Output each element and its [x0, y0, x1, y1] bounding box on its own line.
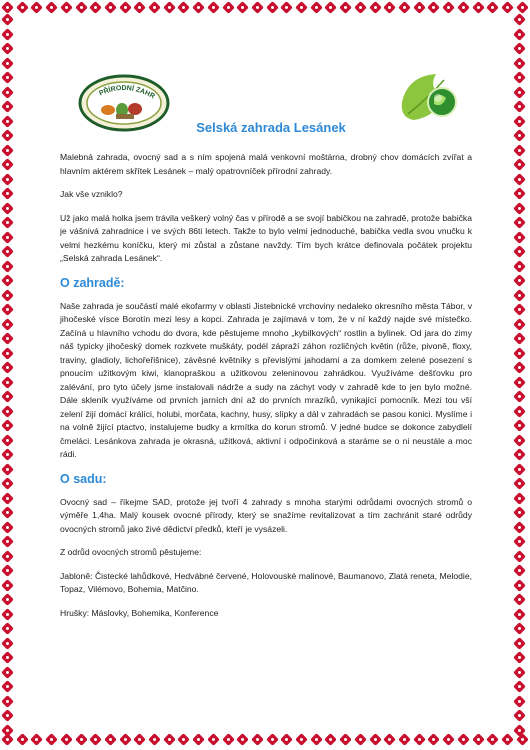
border-ornament [514, 710, 525, 721]
border-ornament [458, 734, 469, 745]
border-ornament [2, 174, 13, 185]
border-ornament [2, 580, 13, 591]
orchard-heading: O sadu: [60, 471, 107, 486]
border-ornament [252, 2, 263, 13]
border-ornament [31, 734, 42, 745]
pear-varieties: Hrušky: Máslovky, Bohemika, Konference [60, 607, 219, 618]
border-ornament [120, 2, 131, 13]
border-ornament [384, 734, 395, 745]
border-ornament [502, 2, 513, 13]
border-ornament [514, 696, 525, 707]
border-ornament [61, 2, 72, 13]
border-ornament [514, 449, 525, 460]
border-ornament [267, 734, 278, 745]
border-ornament [514, 667, 525, 678]
border-ornament [2, 522, 13, 533]
border-ornament [149, 734, 160, 745]
border-ornament [105, 734, 116, 745]
border-ornament [46, 2, 57, 13]
border-ornament [443, 2, 454, 13]
ornament-border-right [514, 14, 528, 736]
border-ornament [514, 507, 525, 518]
intro-paragraph: Malebná zahrada, ovocný sad a s ním spojená malá venkovní moštárna, drobný chov domácích zvířat a hlavním aktérem skřítek Lesánek – malý opatrovníček přírodní zahrady. [60, 152, 472, 176]
border-ornament [61, 734, 72, 745]
ornament-border-left [2, 14, 16, 736]
border-ornament [514, 551, 525, 562]
border-ornament [193, 734, 204, 745]
border-ornament [2, 362, 13, 373]
border-ornament [2, 377, 13, 388]
border-ornament [502, 734, 513, 745]
border-ornament [267, 2, 278, 13]
border-ornament [2, 435, 13, 446]
border-ornament [105, 2, 116, 13]
border-ornament [2, 217, 13, 228]
varieties-intro: Z odrůd ovocných stromů pěstujeme: [60, 547, 202, 557]
page-title: Selská zahrada Lesánek [196, 120, 346, 135]
border-ornament [2, 43, 13, 54]
story-paragraph: Už jako malá holka jsem trávila veškerý volný čas v přírodě a se svojí babičkou na zahradě, protože babička je vášnivá zahradnice i ve svých 86ti letech. Takže to bylo velmi jednoduché, babička vedla svou vnučku k velmi hezkému koníčku, který mi zůstal a zůstane navždy. Tím bych krátce definovala počátek projektu „Selská zahrada Lesánek“. [60, 212, 472, 263]
border-ornament [2, 464, 13, 475]
border-ornament [223, 734, 234, 745]
border-ornament [2, 594, 13, 605]
border-ornament [458, 2, 469, 13]
border-ornament [90, 734, 101, 745]
border-ornament [2, 696, 13, 707]
border-ornament [514, 377, 525, 388]
border-ornament [2, 391, 13, 402]
border-ornament [2, 290, 13, 301]
border-ornament [2, 319, 13, 330]
border-ornament [514, 536, 525, 547]
border-ornament [514, 478, 525, 489]
border-ornament [487, 734, 498, 745]
border-ornament [370, 734, 381, 745]
border-ornament [311, 734, 322, 745]
border-ornament [164, 734, 175, 745]
border-ornament [2, 725, 13, 736]
border-ornament [514, 217, 525, 228]
border-ornament [428, 2, 439, 13]
border-ornament [2, 246, 13, 257]
border-ornament [414, 2, 425, 13]
border-ornament [2, 652, 13, 663]
border-ornament [514, 565, 525, 576]
border-ornament [2, 14, 13, 25]
border-ornament [2, 333, 13, 344]
border-ornament [2, 449, 13, 460]
border-ornament [514, 652, 525, 663]
border-ornament [514, 290, 525, 301]
border-ornament [2, 638, 13, 649]
border-ornament [514, 58, 525, 69]
border-ornament [149, 2, 160, 13]
border-ornament [473, 734, 484, 745]
border-ornament [370, 2, 381, 13]
border-ornament [355, 2, 366, 13]
border-ornament [2, 420, 13, 431]
border-ornament [2, 72, 13, 83]
border-ornament [46, 734, 57, 745]
border-ornament [2, 145, 13, 156]
border-ornament [2, 188, 13, 199]
border-ornament [514, 493, 525, 504]
border-ornament [514, 188, 525, 199]
border-ornament [90, 2, 101, 13]
border-ornament [17, 2, 28, 13]
border-ornament [2, 275, 13, 286]
question-paragraph: Jak vše vzniklo? [60, 189, 123, 199]
border-ornament [2, 58, 13, 69]
border-ornament [2, 159, 13, 170]
apple-varieties: Jabloně: Čistecké lahůdkové, Hedvábné červené, Holovouské malinové, Baumanovo, Zlatá reneta, Melodie, Topaz, Vilémovo, Bohemia, Matčino. [60, 570, 472, 594]
border-ornament [399, 734, 410, 745]
border-ornament [399, 2, 410, 13]
border-ornament [514, 174, 525, 185]
border-ornament [514, 333, 525, 344]
border-ornament [2, 681, 13, 692]
border-ornament [514, 464, 525, 475]
border-ornament [134, 2, 145, 13]
border-ornament [2, 116, 13, 127]
border-ornament [514, 348, 525, 359]
border-ornament [514, 362, 525, 373]
border-ornament [76, 2, 87, 13]
border-ornament [2, 261, 13, 272]
border-ornament [2, 493, 13, 504]
border-ornament [514, 609, 525, 620]
garden-paragraph: Naše zahrada je součástí malé ekofarmy v oblasti Jistebnické vrchoviny nedaleko okresního města Tábor, v jihočeské vísce Borotín mezi lesy a kopci. Zahrada je zajímavá v tom, že v ní každý najde své místečko. Začíná u hlavního vchodu do dvora, kde pěstujeme mnoho „kybilkových“ rostlin a bylinek. Od jara do zimy náš typicky jihočeský domek rozkvete muškáty, podél zápraží záhon rozličných květin (růže, pivoně, floxy, traviny, gladioly, lichořeřišnice), závěsné květníky s převislými jahodami a za domkem zelené posezení s pnoucím užitkovým kiwi, klanopraškou a užitkovou zeleninovou zahrádkou. Využíváme dešťovku pro zalévání, pro tyto účely jsme instalovali nádrže a sudy na záchyt vody v zahradě kde to jen bylo možné. Dále skleník využíváme od prvních jarních dní až do prvních mrazíků, vynikající pomocník. Mezi tou vší zelení žijí domácí králíci, holubi, morčata, kachny, husy, slípky a dál v zahradách se pasou konici. Myslíme i na volně žijící ptactvo, instalujeme budky a krmítka do korun stromů. V jedné budce se dokonce zabydlelí čmeláci. Lesánkova zahrada je okrasná, užitková, aktivní i odpočinková a staráme se o ni neustále a moc rádi. [60, 300, 472, 459]
border-ornament [2, 2, 13, 13]
border-ornament [514, 623, 525, 634]
border-ornament [473, 2, 484, 13]
border-ornament [296, 734, 307, 745]
border-ornament [2, 551, 13, 562]
border-ornament [514, 232, 525, 243]
border-ornament [517, 2, 528, 13]
border-ornament [2, 667, 13, 678]
svg-text:PŘÍRODNÍ ZAHRADA: PŘÍRODNÍ ZAHR [98, 84, 156, 101]
border-ornament [514, 594, 525, 605]
border-ornament [514, 29, 525, 40]
border-ornament [514, 43, 525, 54]
border-ornament [325, 2, 336, 13]
article-content [60, 120, 472, 630]
border-ornament [355, 734, 366, 745]
ornament-border-top [0, 2, 530, 16]
border-ornament [514, 87, 525, 98]
border-ornament [281, 2, 292, 13]
border-ornament [2, 87, 13, 98]
border-ornament [120, 734, 131, 745]
border-ornament [2, 609, 13, 620]
border-ornament [514, 14, 525, 25]
border-ornament [2, 536, 13, 547]
border-ornament [514, 159, 525, 170]
border-ornament [2, 507, 13, 518]
border-ornament [237, 2, 248, 13]
border-ornament [514, 580, 525, 591]
border-ornament [208, 2, 219, 13]
border-ornament [428, 734, 439, 745]
border-ornament [2, 29, 13, 40]
border-ornament [514, 72, 525, 83]
border-ornament [340, 734, 351, 745]
border-ornament [514, 101, 525, 112]
border-ornament [164, 2, 175, 13]
border-ornament [414, 734, 425, 745]
border-ornament [193, 2, 204, 13]
border-ornament [514, 420, 525, 431]
border-ornament [514, 319, 525, 330]
border-ornament [514, 638, 525, 649]
garden-heading: O zahradě: [60, 275, 125, 290]
border-ornament [17, 734, 28, 745]
border-ornament [514, 391, 525, 402]
border-ornament [514, 435, 525, 446]
border-ornament [325, 734, 336, 745]
border-ornament [281, 734, 292, 745]
border-ornament [252, 734, 263, 745]
border-ornament [514, 725, 525, 736]
border-ornament [134, 734, 145, 745]
border-ornament [208, 734, 219, 745]
border-ornament [2, 232, 13, 243]
border-ornament [514, 116, 525, 127]
border-ornament [514, 261, 525, 272]
ornament-border-bottom [0, 734, 530, 748]
border-ornament [178, 734, 189, 745]
border-ornament [514, 275, 525, 286]
border-ornament [514, 203, 525, 214]
border-ornament [487, 2, 498, 13]
border-ornament [76, 734, 87, 745]
border-ornament [223, 2, 234, 13]
border-ornament [514, 406, 525, 417]
border-ornament [514, 522, 525, 533]
border-ornament [2, 710, 13, 721]
orchard-paragraph: Ovocný sad – říkejme SAD, protože jej tvoří 4 zahrady s mnoha starými odrůdami ovocných stromů o výměře 1,4ha. Malý kousek ovocné přírody, který se snažíme revitalizovat a tím zachránit staré odrůdy ovocných stromů jako živé dědictví předků, kteří je vysázeli. [60, 496, 472, 534]
border-ornament [514, 130, 525, 141]
border-ornament [2, 348, 13, 359]
border-ornament [2, 304, 13, 315]
border-ornament [514, 304, 525, 315]
border-ornament [514, 246, 525, 257]
border-ornament [2, 406, 13, 417]
border-ornament [31, 2, 42, 13]
border-ornament [296, 2, 307, 13]
border-ornament [237, 734, 248, 745]
border-ornament [514, 145, 525, 156]
border-ornament [443, 734, 454, 745]
border-ornament [2, 203, 13, 214]
border-ornament [2, 478, 13, 489]
border-ornament [2, 565, 13, 576]
border-ornament [2, 130, 13, 141]
border-ornament [514, 681, 525, 692]
border-ornament [178, 2, 189, 13]
border-ornament [384, 2, 395, 13]
border-ornament [2, 623, 13, 634]
border-ornament [340, 2, 351, 13]
border-ornament [2, 101, 13, 112]
border-ornament [311, 2, 322, 13]
